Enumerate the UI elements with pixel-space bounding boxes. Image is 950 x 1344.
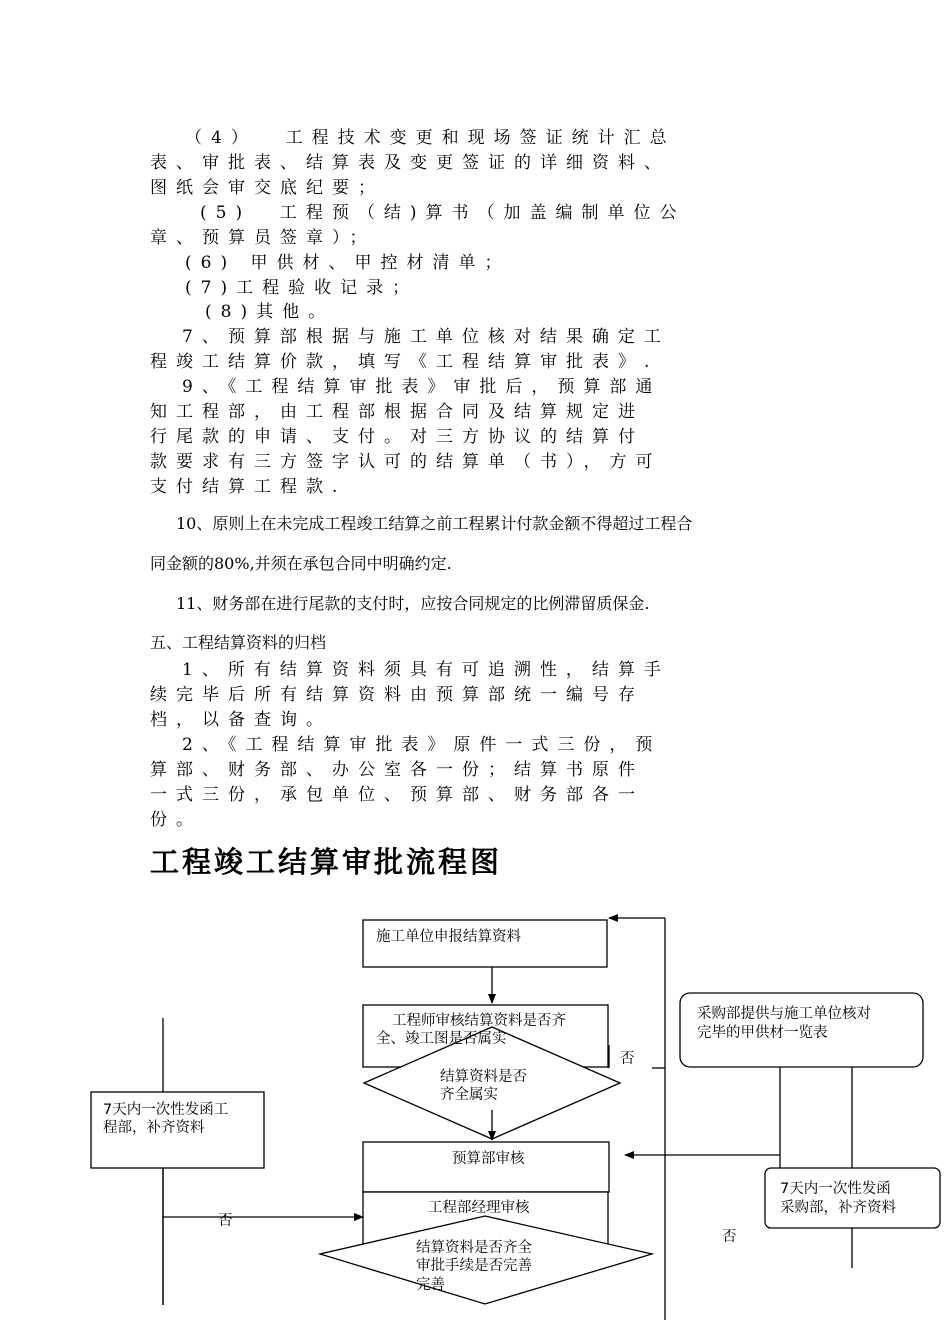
section-heading: 五、工程结算资料的归档 [150, 633, 327, 652]
box-label: 施工单位申报结算资料 [376, 929, 521, 945]
text-line: 10、原则上在未完成工程竣工结算之前工程累计付款金额不得超过工程合 [176, 514, 693, 533]
text-line: 表、审批表、结算表及变更签证的详细资料、 [150, 153, 670, 173]
text-line: 11、财务部在进行尾款的支付时，应按合同规定的比例滞留质保金. [176, 594, 650, 613]
text-line: 2、《工程结算审批表》原件一式三份，预 [182, 735, 662, 755]
box-label: 7天内一次性发函 [780, 1181, 891, 1197]
flowchart-title: 工程竣工结算审批流程图 [150, 845, 503, 879]
box-label: 工程部经理审核 [428, 1200, 530, 1216]
budget-review-box [363, 1142, 609, 1192]
box-label: 采购部，补齐资料 [780, 1200, 896, 1216]
diamond-label: 完善 [416, 1277, 445, 1293]
text-line: 图纸会审交底纪要； [150, 178, 384, 198]
diamond-label: 结算资料是否 [440, 1069, 527, 1085]
text-line: 款要求有三方签字认可的结算单（书），方可 [150, 452, 662, 472]
text-line: 份。 [150, 810, 202, 830]
no-label: 否 [620, 1051, 635, 1067]
text-line: 程竣工结算价款，填写《工程结算审批表》. [150, 352, 659, 372]
box-label: 完毕的甲供材一览表 [697, 1025, 828, 1041]
text-line: 行尾款的申请、支付。对三方协议的结算付 [150, 427, 644, 447]
text-line: 续完毕后所有结算资料由预算部统一编号存 [150, 685, 644, 705]
text-line: 9、《工程结算审批表》审批后，预算部通 [182, 377, 662, 397]
diamond-label: 审批手续是否完善 [416, 1258, 532, 1274]
box-label: 全、竣工图是否属实 [376, 1031, 507, 1047]
text-line: 算部、财务部、办公室各一份；结算书原件 [150, 760, 644, 780]
no-label: 否 [218, 1213, 233, 1229]
text-line: (5) 工程预（结)算书（加盖编制单位公 [200, 203, 686, 223]
text-line: 档，以备查询。 [150, 710, 332, 730]
notice-procurement-box [765, 1168, 940, 1228]
box-label: 采购部提供与施工单位核对 [697, 1006, 871, 1022]
text-line: （4） 工程技术变更和现场签证统计汇总 [185, 128, 676, 148]
text-line: 7、预算部根据与施工单位核对结果确定工 [182, 327, 670, 347]
text-line: (6) 甲供材、甲控材清单； [185, 253, 511, 273]
text-line: 一式三份，承包单位、预算部、财务部各一 [150, 785, 644, 805]
text-line: 1、所有结算资料须具有可追溯性，结算手 [182, 660, 670, 680]
box-label: 程部，补齐资料 [103, 1120, 205, 1136]
text-line: 章、预算员签章）； [150, 228, 376, 248]
text-line: 支付结算工程款. [150, 477, 347, 497]
box-label: 工程师审核结算资料是否齐 [392, 1013, 566, 1029]
text-line: 知工程部，由工程部根据合同及结算规定进 [150, 402, 644, 422]
no-label: 否 [722, 1229, 737, 1245]
diamond-label: 结算资料是否齐全 [416, 1240, 532, 1256]
text-line: (8)其他。 [205, 302, 335, 322]
box-label: 预算部审核 [452, 1151, 525, 1167]
box-label: 7天内一次性发函工 [103, 1102, 229, 1118]
diamond-label: 齐全属实 [440, 1087, 498, 1103]
text-line: 同金额的80%,并须在承包合同中明确约定. [150, 554, 452, 573]
text-line: (7)工程验收记录； [185, 278, 419, 298]
